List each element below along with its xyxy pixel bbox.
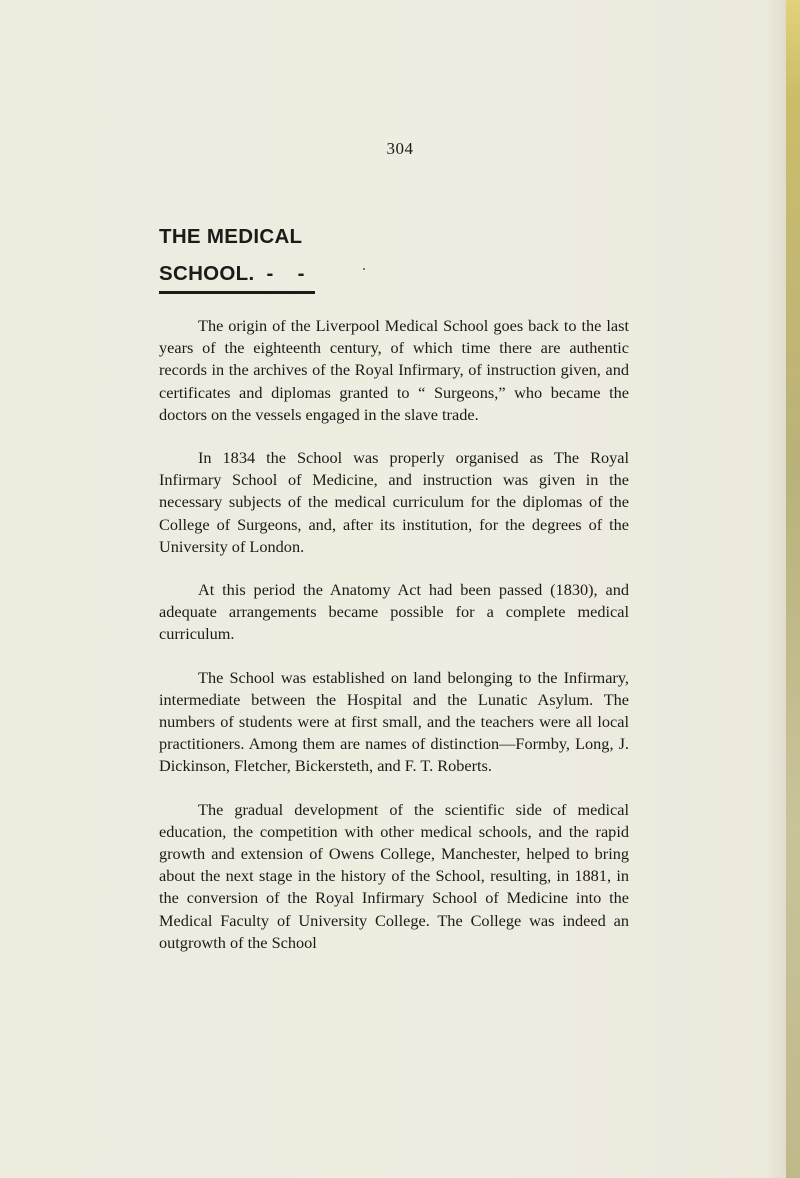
paragraph: At this period the Anatomy Act had been passed (1830), and adequate arrangements became possible for a complete medical curriculum. xyxy=(159,580,629,644)
page-edge xyxy=(786,0,800,1178)
paragraph: The School was established on land belonging to the Infirmary, intermediate between the Hospital and the Lunatic Asylum. The numbers of students were at first small, and the teachers were all local practitioners. Among them are names of distinction—Formby, Long, J. Dickinson, Fletcher, Bickersteth, and F. T. Roberts. xyxy=(159,667,629,776)
stray-mark xyxy=(363,268,365,270)
page-number: 304 xyxy=(386,139,414,158)
paragraph: The gradual development of the scientific side of medical education, the competition with other medical schools, and the rapid growth and extension of Owens College, Manchester, helped to bring about the next stage in the history of the School, resulting, in 1881, in the conversion of the Royal Infirmary School of Medicine into the Medical Faculty of University College. The College was indeed an outgrowth of the School xyxy=(159,799,629,952)
heading-line-2: SCHOOL. - - xyxy=(159,264,315,294)
body-text xyxy=(159,315,629,954)
paragraph: In 1834 the School was properly organised as The Royal Infirmary School of Medicine, and instruction was given in the necessary subjects of the medical curriculum for the diplomas of the College of Surgeons, and, after its institution, for the degrees of the University of London. xyxy=(159,448,629,556)
section-heading xyxy=(159,227,315,294)
heading-line-1: THE MEDICAL xyxy=(159,225,303,248)
paragraph: The origin of the Liverpool Medical School goes back to the last years of the eighteenth century, of which time there are authentic records in the archives of the Royal Infirmary, of instruction given, and certificates and diplomas granted to “ Surgeons,” who became the doctors on the vessels engaged in the slave trade. xyxy=(159,316,629,424)
